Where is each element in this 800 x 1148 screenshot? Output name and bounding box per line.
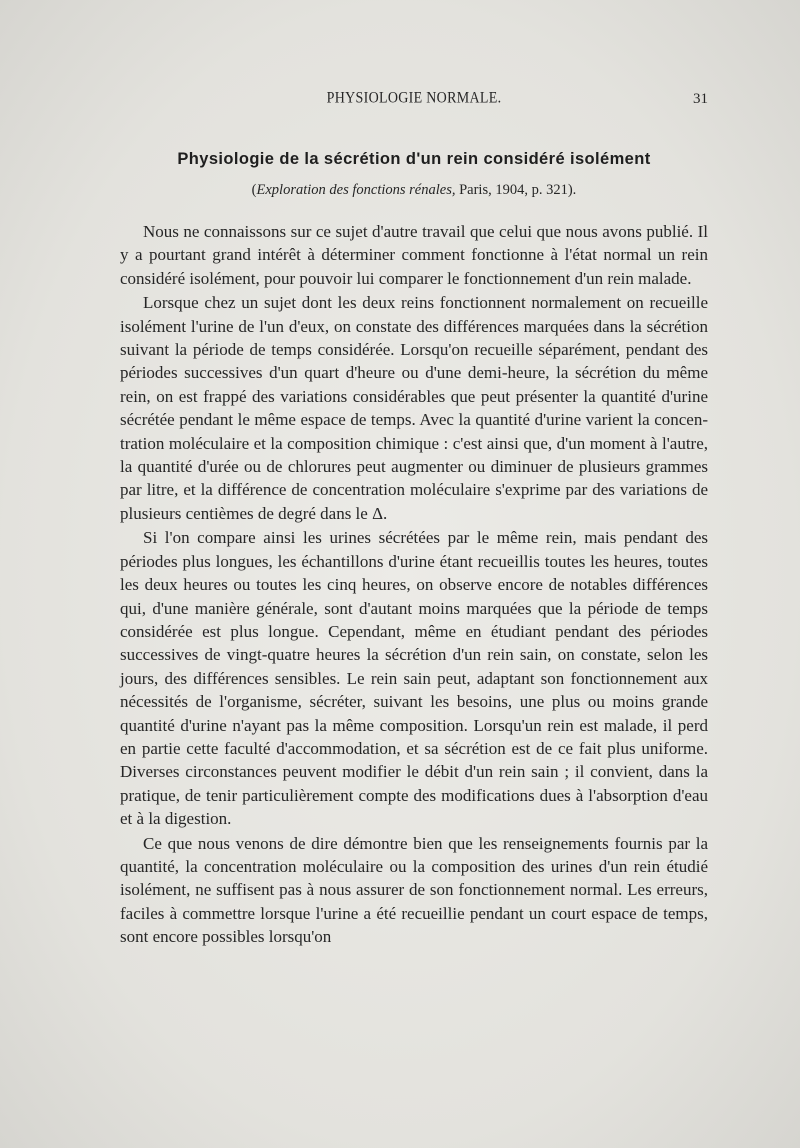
- reference-open-paren: (: [251, 182, 257, 198]
- running-title: PHYSIOLOGIE NORMALE.: [326, 90, 502, 107]
- bibliographic-reference: [120, 182, 708, 199]
- body-text: [120, 220, 708, 949]
- running-head: [120, 91, 708, 111]
- paragraph-1: Nous ne connaissons sur ce sujet d'autre travail que celui que nous avons publié. Il y a pourtant grand intérêt à déterminer comment fonctionne à l'état normal un rein considéré isolément, pour pouvoir lui comparer le fonctionnement d'un rein malade.: [120, 222, 708, 288]
- paragraph-2: Lorsque chez un sujet dont les deux reins fonctionnent normalement on recueille isolément l'urine de l'un d'eux, on constate des différences marquées dans la sécrétion suivant la période de temps considérée. Lorsqu'on recueille séparément, pendant des périodes successives d'un quart d'heure ou d'une demi-heure, la sécrétion du même rein, on est frappé des variations considérables que peut présenter la quantité d'urine sécrétée pendant le même espace de temps. Avec la quantité d'urine varient la concentration moléculaire et la composition chimique : c'est ainsi que, d'un moment à l'autre, la quantité d'urée ou de chlorures peut augmenter ou diminuer de plusieurs grammes par litre, et la différence de concentration moléculaire s'exprime par des variations de plusieurs centièmes de degré dans le Δ.: [120, 293, 708, 523]
- section-title: Physiologie de la sécrétion d'un rein considéré isolément: [177, 150, 651, 168]
- paragraph-4: Ce que nous venons de dire démontre bien que les renseignements fournis par la quantité, la concentration moléculaire ou la composition des urines d'un rein étudié isolément, ne suffisent pas à nous assurer de son fonctionnement normal. Les erreurs, faciles à commettre lorsque l'urine a été recueillie pendant un court espace de temps, sont encore possibles lorsqu'on: [120, 833, 708, 947]
- page-number: 31: [693, 91, 708, 107]
- reference-details: Paris, 1904, p. 321).: [455, 182, 577, 198]
- paragraph-3: Si l'on compare ainsi les urines sécrétées par le même rein, mais pendant des périodes plus longues, les échantillons d'urine étant recueillis toutes les heures, toutes les deux heures ou toutes les cinq heures, on observe encore de notables différences qui, d'une manière générale, sont d'autant moins marquées que la période de temps considérée est plus longue. Cependant, même en étudiant pendant des périodes successives de vingt-quatre heures la sécrétion d'un rein sain, on constate, selon les jours, des différences sensibles. Le rein sain peut, adaptant son fonctionnement aux nécessités de l'organisme, sécréter, suivant les besoins, une plus ou moins grande quantité d'urine n'ayant pas la même composition. Lorsqu'un rein est malade, il perd en partie cette faculté d'accommodation, et sa sécrétion est de ce fait plus uniforme. Diverses circonstances peuvent modifier le débit d'un rein sain ; il convient, dans la pratique, de tenir particulièrement compte des modifications dues à l'absorption d'eau et à la digestion.: [120, 528, 708, 829]
- reference-work-title: Exploration des fonctions rénales,: [256, 182, 456, 198]
